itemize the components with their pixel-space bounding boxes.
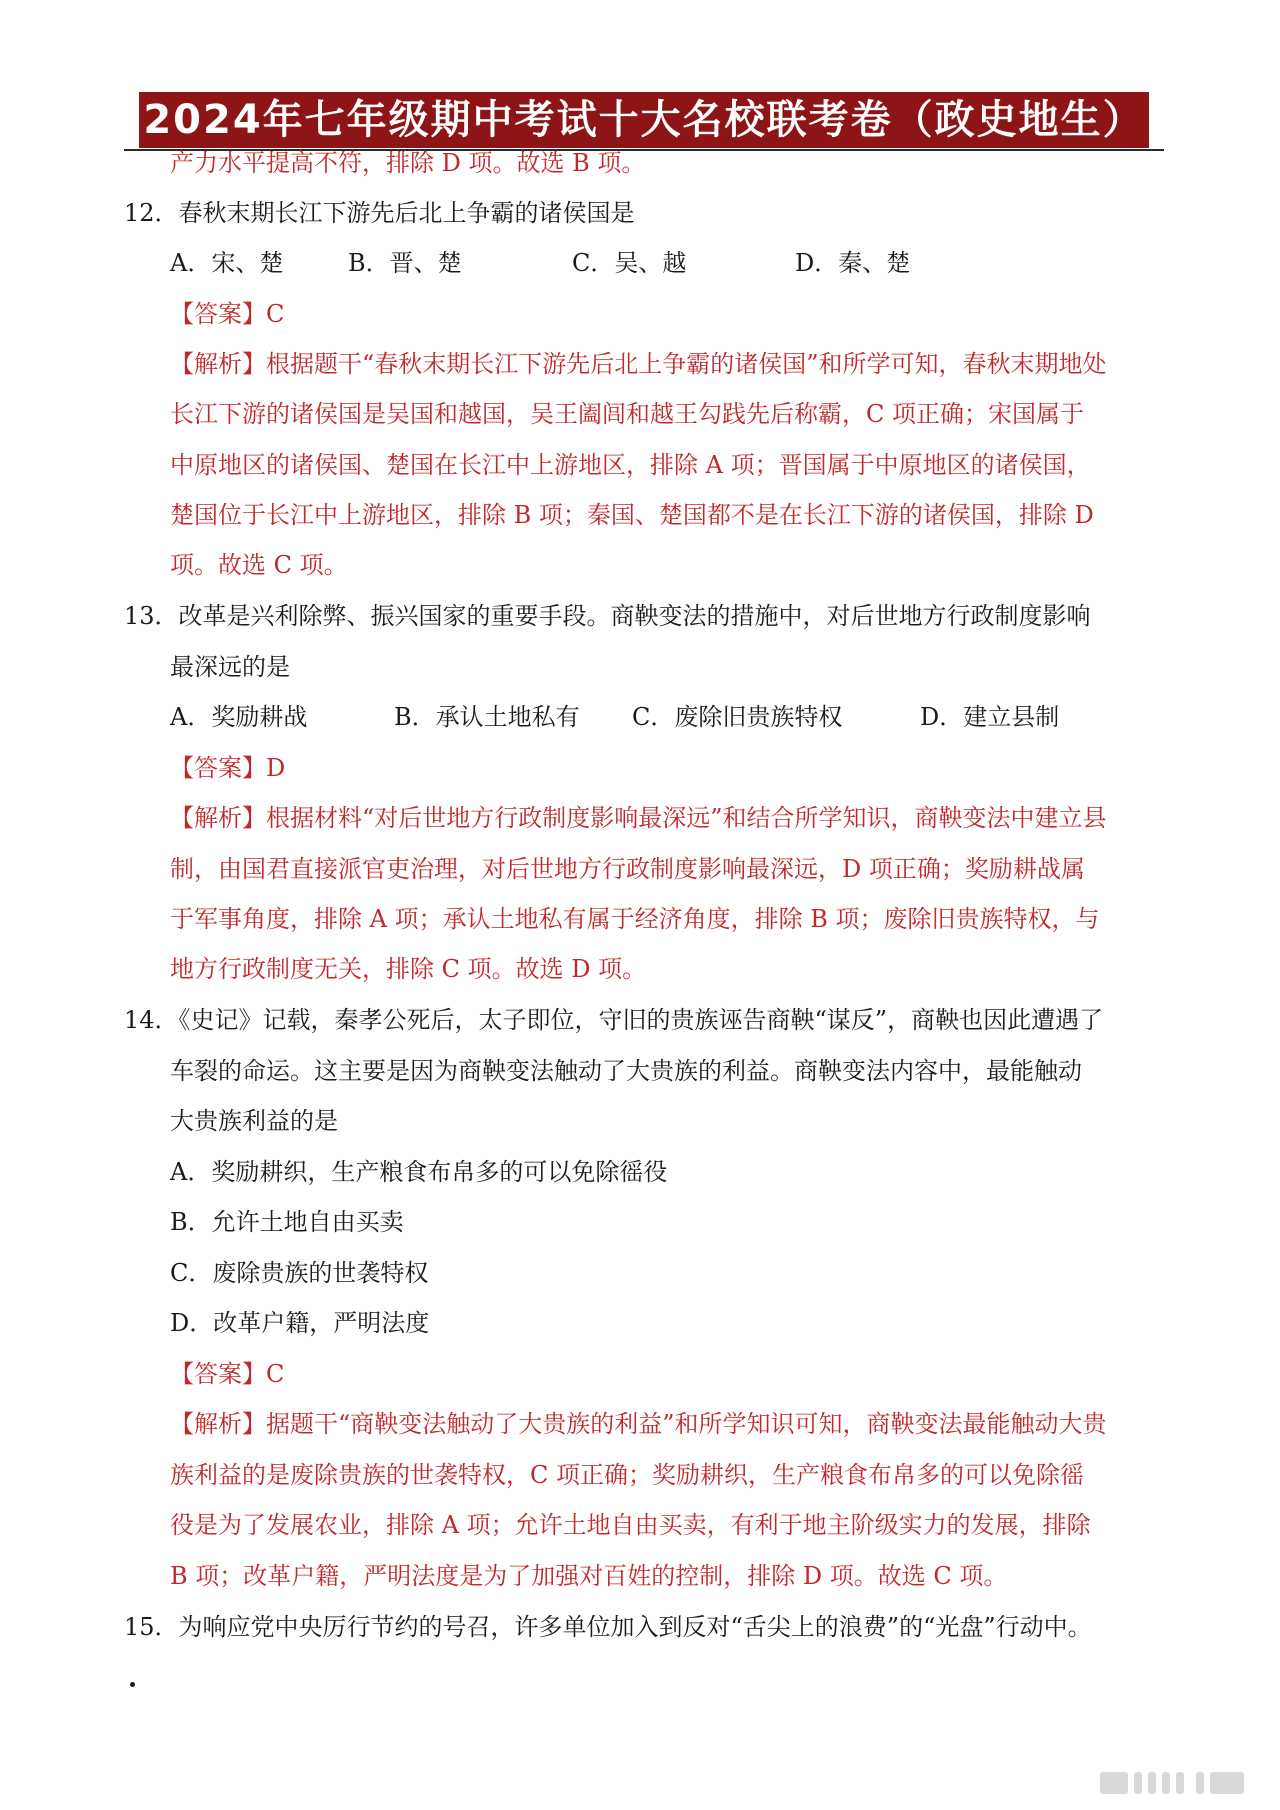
q12-options-0: A．宋、楚 <box>170 249 284 277</box>
q14-exp-3: 役是为了发展农业，排除 A 项；允许土地自由买卖，有利于地主阶级实力的发展，排除 <box>170 1511 1091 1539</box>
q15-stem-1: 15．为响应党中央厉行节约的号召，许多单位加入到反对“舌尖上的浪费”的“光盘”行动中。 <box>124 1613 1092 1641</box>
q12-exp-3: 中原地区的诸侯国、楚国在长江中上游地区，排除 A 项；晋国属于中原地区的诸侯国， <box>170 451 1091 479</box>
q12-options-1: B．晋、楚 <box>348 249 462 277</box>
q14-stem-1: 14．《史记》记载，秦孝公死后，太子即位，守旧的贵族诬告商鞅“谋反”，商鞅也因此遭遇了 <box>124 1006 1104 1034</box>
q13-options-0: A．奖励耕战 <box>170 703 308 731</box>
q13-stem-2: 最深远的是 <box>170 653 290 681</box>
q14-stem-2: 车裂的命运。这主要是因为商鞅变法触动了大贵族的利益。商鞅变法内容中，最能触动 <box>170 1057 1082 1085</box>
q13-options-2: C．废除旧贵族特权 <box>632 703 843 731</box>
q13-exp-3: 于军事角度，排除 A 项；承认土地私有属于经济角度，排除 B 项；废除旧贵族特权，与 <box>170 905 1100 933</box>
q14-opt-b: B．允许土地自由买卖 <box>170 1208 404 1236</box>
q14-opt-c: C．废除贵族的世袭特权 <box>170 1259 429 1287</box>
q14-exp-1: 【解析】据题干“商鞅变法触动了大贵族的利益”和所学知识可知，商鞅变法最能触动大贵 <box>170 1410 1107 1438</box>
page-indicator-icon <box>1100 1772 1250 1794</box>
q12-exp-4: 楚国位于长江中上游地区，排除 B 项；秦国、楚国都不是在长江下游的诸侯国，排除 D <box>170 501 1094 529</box>
q13-exp-4: 地方行政制度无关，排除 C 项。故选 D 项。 <box>170 955 647 983</box>
q12-exp-2: 长江下游的诸侯国是吴国和越国，吴王阖闾和越王勾践先后称霸，C 项正确；宋国属于 <box>170 400 1084 428</box>
page-title: 2024年七年级期中考试十大名校联考卷（政史地生） <box>139 92 1149 148</box>
q13-exp-1: 【解析】根据材料“对后世地方行政制度影响最深远”和结合所学知识，商鞅变法中建立县 <box>170 804 1107 832</box>
q14-opt-a: A．奖励耕织，生产粮食布帛多的可以免除徭役 <box>170 1158 668 1186</box>
bullet-dot <box>130 1682 135 1687</box>
q13-stem-1: 13．改革是兴利除弊、振兴国家的重要手段。商鞅变法的措施中，对后世地方行政制度影响 <box>124 602 1091 630</box>
q12-exp-1: 【解析】根据题干“春秋末期长江下游先后北上争霸的诸侯国”和所学可知，春秋末期地处 <box>170 350 1107 378</box>
prev-tail: 产力水平提高不符，排除 D 项。故选 B 项。 <box>170 149 646 177</box>
q12-options-3: D．秦、楚 <box>795 249 911 277</box>
q14-exp-2: 族利益的是废除贵族的世袭特权，C 项正确；奖励耕织，生产粮食布帛多的可以免除徭 <box>170 1461 1084 1489</box>
q13-options-3: D．建立县制 <box>920 703 1060 731</box>
q14-opt-d: D．改革户籍，严明法度 <box>170 1309 430 1337</box>
q13-exp-2: 制，由国君直接派官吏治理，对后世地方行政制度影响最深远，D 项正确；奖励耕战属 <box>170 855 1085 883</box>
q14-exp-4: B 项；改革户籍，严明法度是为了加强对百姓的控制，排除 D 项。故选 C 项。 <box>170 1562 1008 1590</box>
q12-options-2: C．吴、越 <box>572 249 687 277</box>
q14-answer: 【答案】C <box>170 1360 285 1388</box>
q12-answer: 【答案】C <box>170 300 285 328</box>
q14-stem-3: 大贵族利益的是 <box>170 1107 338 1135</box>
q12-stem: 12．春秋末期长江下游先后北上争霸的诸侯国是 <box>124 199 635 227</box>
q12-exp-5: 项。故选 C 项。 <box>170 551 348 579</box>
q13-options-1: B．承认土地私有 <box>394 703 580 731</box>
q13-answer: 【答案】D <box>170 754 286 782</box>
